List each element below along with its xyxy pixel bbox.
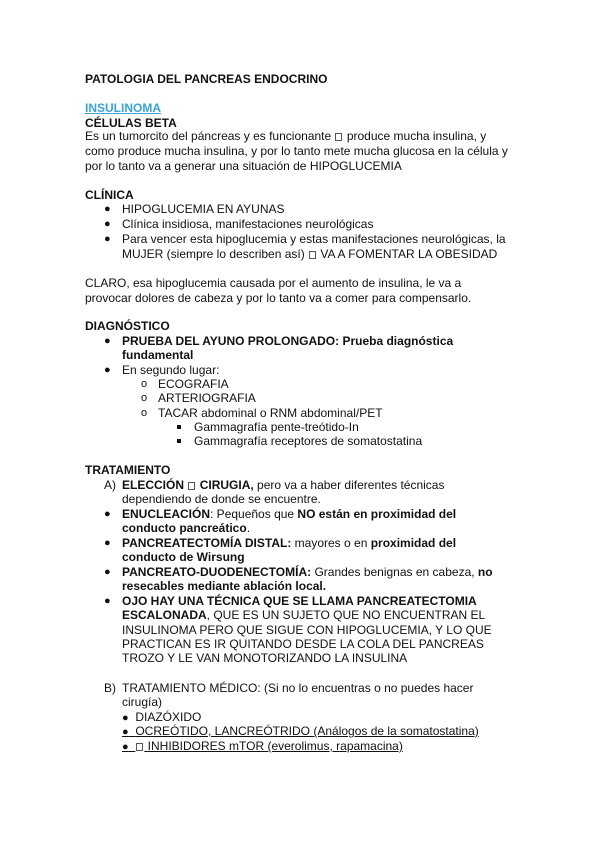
a-rest-text: pero va a haber diferentes técnicas xyxy=(253,478,445,492)
diagnostico-sub-2: ARTERIOGRAFIA xyxy=(158,391,256,405)
square-bullet-icon xyxy=(177,439,181,443)
clinica-heading: CLÍNICA xyxy=(85,188,134,202)
enucleacion-label: ENUCLEACIÓN xyxy=(122,507,211,521)
diagnostico-item-2: En segundo lugar: xyxy=(122,363,220,377)
clinica-item-3-cont xyxy=(122,247,497,261)
arrow-placeholder-icon xyxy=(188,482,195,490)
diagnostico-heading: DIAGNÓSTICO xyxy=(85,319,170,333)
ojo-line-2 xyxy=(122,608,485,622)
diagnostico-sub-1: ECOGRAFIA xyxy=(158,377,229,391)
drug-item-3 xyxy=(122,739,403,754)
drug-text: OCREÓTIDO, LANCREÓTRIDO (Análogos de la somatostatina) xyxy=(135,724,479,738)
ojo-line-1: OJO HAY UNA TÉCNICA QUE SE LLAMA PANCREATECTOMIA xyxy=(122,594,477,608)
circle-bullet-icon: o xyxy=(141,392,148,404)
tratamiento-heading: TRATAMIENTO xyxy=(85,463,171,477)
bullet-icon: ● xyxy=(104,218,111,230)
bullet-icon: ● xyxy=(104,566,111,578)
ojo-text: , QUE ES UN SUJETO QUE NO ENCUENTRAN EL xyxy=(206,608,486,622)
insulinoma-paragraph-line-1 xyxy=(85,129,486,143)
tratamiento-b-line-1: TRATAMIENTO MÉDICO: (Si no lo encuentras o no puedes hacer xyxy=(122,681,474,695)
distal-label: PANCREATECTOMÍA DISTAL: xyxy=(122,536,292,550)
bullet-icon: ● xyxy=(122,741,129,753)
conducto-text: conducto pancreático xyxy=(122,521,247,535)
tratamiento-b-line-2: cirugía) xyxy=(122,695,163,709)
arrow-placeholder-icon xyxy=(136,743,143,751)
page-title: PATOLOGIA DEL PANCREAS ENDOCRINO xyxy=(85,72,328,86)
list-label-b: B) xyxy=(104,681,116,695)
period-text: . xyxy=(246,521,251,535)
clinica-note-line-1: CLARO, esa hipoglucemia causada por el aumento de insulina, le va a xyxy=(85,276,462,290)
diagnostico-item-1-cont: fundamental xyxy=(122,348,194,362)
diagnostico-subsub-1: Gammagrafía pente-treótido-In xyxy=(194,420,359,434)
drug-text: INHIBIDORES mTOR (everolimus, rapamacina) xyxy=(147,739,403,753)
para-text: Es un tumorcito del páncreas y es funcionante xyxy=(85,129,332,143)
clinica-item-3: Para vencer esta hipoglucemia y estas manifestaciones neurológicas, la xyxy=(122,232,506,246)
bullet-icon: ● xyxy=(122,712,129,724)
bullet-icon: ● xyxy=(122,726,129,738)
distal-line-1 xyxy=(122,536,456,550)
insulinoma-heading-link[interactable]: INSULINOMA xyxy=(85,101,161,115)
item-text: MUJER (siempre lo describen así) xyxy=(122,247,305,261)
insulinoma-paragraph-line-3: por lo tanto va a generar una situación de HIPOGLUCEMIA xyxy=(85,159,402,173)
arrow-placeholder-icon xyxy=(309,251,316,259)
square-bullet-icon xyxy=(177,425,181,429)
duodenal-line-2: resecables mediante ablación local. xyxy=(122,579,327,593)
clinica-note-line-2: provocar dolores de cabeza y por lo tanto va a comer para compensarlo. xyxy=(85,291,472,305)
distal-bold: proximidad del xyxy=(370,536,457,550)
ojo-line-5: TROZO Y LE VAN MONOTORIZANDO LA INSULINA xyxy=(122,651,408,665)
drug-item-2 xyxy=(122,724,479,739)
escalonada-text: ESCALONADA xyxy=(122,608,207,622)
diagnostico-subsub-2: Gammagrafía receptores de somatostatina xyxy=(194,434,423,448)
bullet-icon: ● xyxy=(104,335,111,347)
circle-bullet-icon: o xyxy=(141,378,148,390)
clinica-item-1: HIPOGLUCEMIA EN AYUNAS xyxy=(122,202,285,216)
bullet-icon: ● xyxy=(104,203,111,215)
drug-item-1 xyxy=(122,710,201,725)
celulas-beta-subheading: CÉLULAS BETA xyxy=(85,116,177,130)
distal-line-2: conducto de Wirsung xyxy=(122,550,245,564)
bullet-icon: ● xyxy=(104,233,111,245)
item-text: VA A FOMENTAR LA OBESIDAD xyxy=(320,247,498,261)
clinica-item-2: Clínica insidiosa, manifestaciones neurológicas xyxy=(122,217,374,231)
bullet-icon: ● xyxy=(104,364,111,376)
bullet-icon: ● xyxy=(104,508,111,520)
duodenal-text: Grandes benignas en cabeza, xyxy=(311,565,478,579)
bullet-icon: ● xyxy=(104,595,111,607)
drug-text: DIAZÓXIDO xyxy=(135,710,202,724)
duodenal-label: PANCREATO-DUODENECTOMÍA: xyxy=(122,565,312,579)
arrow-placeholder-icon xyxy=(335,133,342,141)
enucleacion-bold: NO están en proximidad del xyxy=(297,507,457,521)
tratamiento-a-line-2: dependiendo de donde se encuentre. xyxy=(122,492,321,506)
duodenal-bold: no xyxy=(477,565,493,579)
diagnostico-sub-3: TACAR abdominal o RNM abdominal/PET xyxy=(158,406,383,420)
tratamiento-a-line-1 xyxy=(122,478,444,492)
eleccion-text: ELECCIÓN xyxy=(122,478,185,492)
diagnostico-item-1: PRUEBA DEL AYUNO PROLONGADO: Prueba diagnóstica xyxy=(122,334,454,348)
list-label-a: A) xyxy=(104,478,116,492)
bullet-icon: ● xyxy=(104,537,111,549)
cirugia-text: CIRUGIA, xyxy=(199,478,254,492)
distal-text: mayores o en xyxy=(291,536,371,550)
duodenal-line-1 xyxy=(122,565,493,579)
enucleacion-line-2 xyxy=(122,521,250,535)
ojo-line-4: PRACTICAN ES IR QUITANDO DESDE LA COLA DEL PANCREAS xyxy=(122,637,484,651)
enucleacion-line-1 xyxy=(122,507,456,521)
insulinoma-paragraph-line-2: como produce mucha insulina, y por lo tanto mete mucha glucosa en la célula y xyxy=(85,144,508,158)
para-text: produce mucha insulina, y xyxy=(346,129,487,143)
ojo-line-3: INSULINOMA PERO QUE SIGUE CON HIPOGLUCEMIA, Y LO QUE xyxy=(122,623,492,637)
circle-bullet-icon: o xyxy=(141,407,148,419)
enucleacion-text: : Pequeños que xyxy=(210,507,298,521)
